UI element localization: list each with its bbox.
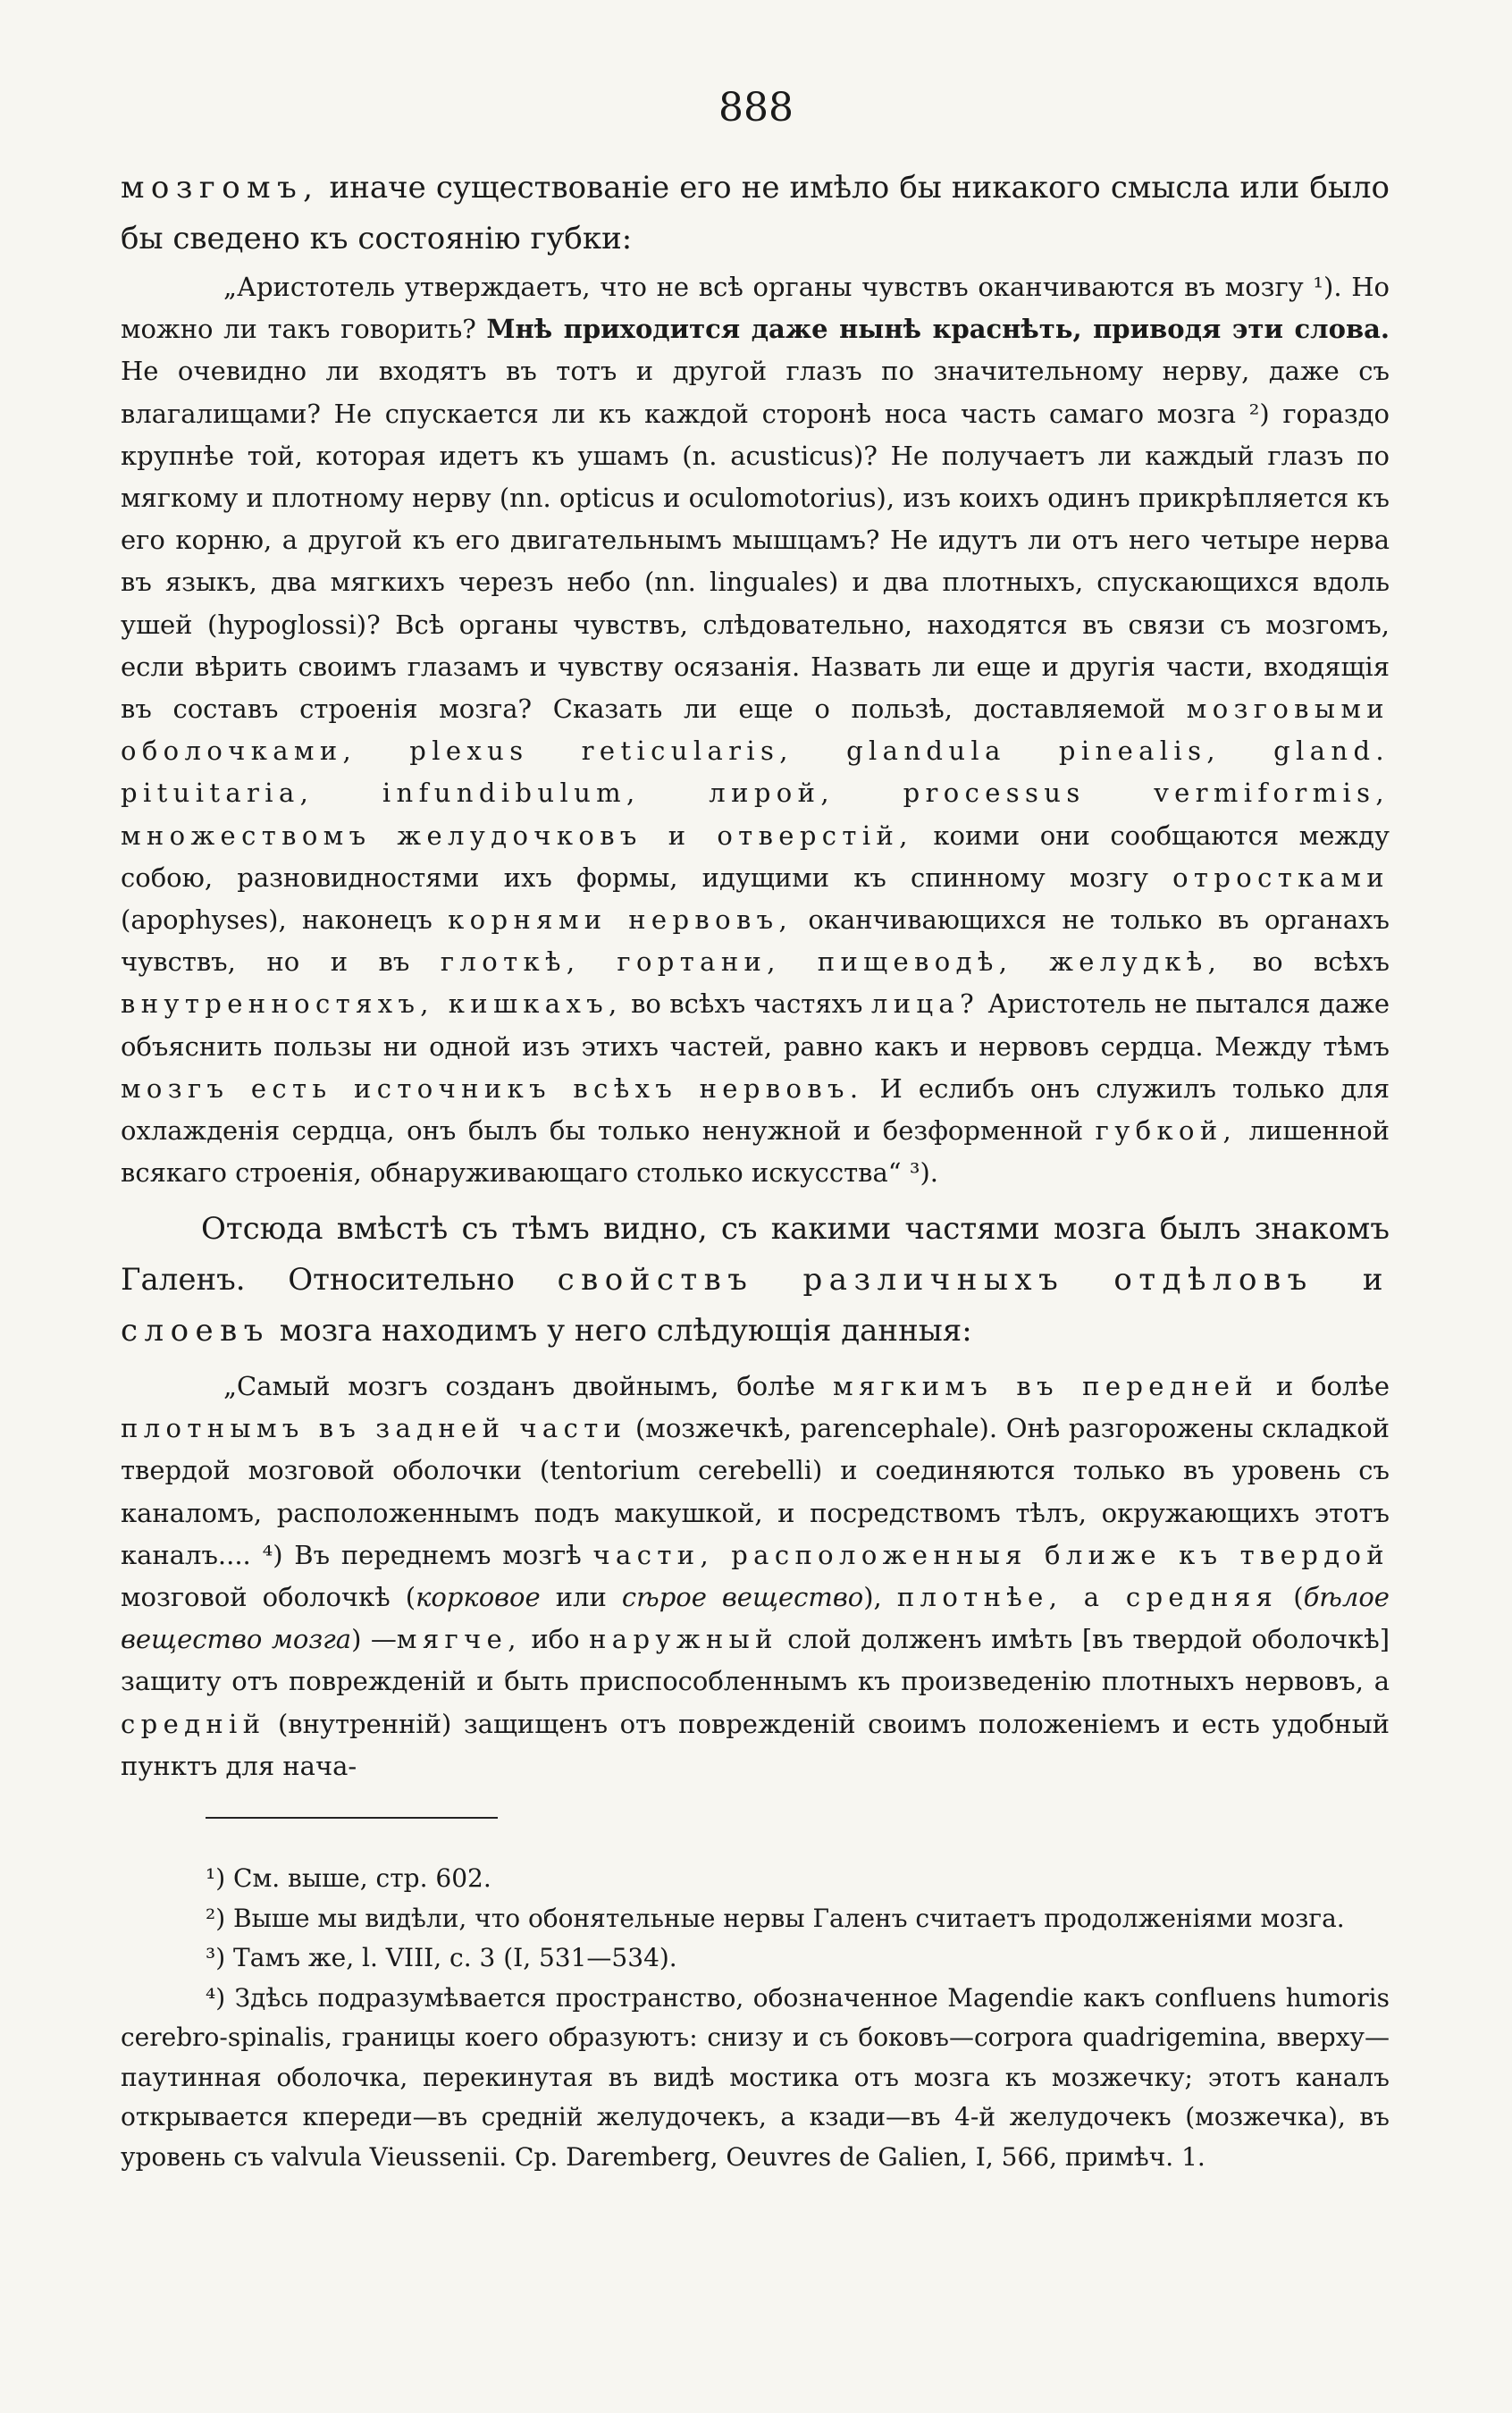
spaced-text: мозговыми оболочками, plexus reticularis, glandula pinealis, gland. pituitaria, infundibulum, лирой, processus vermiformis, множествомъ желудочковъ и отверстій, bbox=[121, 694, 1390, 851]
spaced-text: внутренностяхъ, кишкахъ, bbox=[121, 988, 623, 1020]
text-run: „Самый мозгъ созданъ двойнымъ, болѣе bbox=[223, 1371, 834, 1401]
text-run: во всѣхъ bbox=[1222, 946, 1390, 978]
spaced-text: мягче, bbox=[396, 1624, 522, 1655]
footnote-text: Выше мы видѣли, что обонятельные нервы Галенъ считаетъ продолженіями мозга. bbox=[225, 1903, 1345, 1933]
text-run: оканчивающихся не только въ органахъ чувствъ, но и въ bbox=[121, 904, 1390, 978]
quote-aristotle bbox=[121, 266, 1390, 1194]
bold-text: Мнѣ приходится даже нынѣ краснѣть, приводя эти слова. bbox=[486, 314, 1390, 345]
spaced-text: средній bbox=[121, 1708, 266, 1739]
text-run: мозговой оболочкѣ ( bbox=[121, 1582, 416, 1613]
text-run: Не очевидно ли входятъ въ тотъ и другой глазъ по значительному нерву, даже съ влагалищами? Не спускается ли къ каждой сторонѣ носа часть самаго мозга ²) гораздо крупнѣе той, которая идетъ къ ушамъ (n. acusticus)? Не получаетъ ли каждый глазъ по мягкому и плотному нерву (nn. opticus и oculomotorius), изъ коихъ одинъ прикрѣпляется къ его корню, а другой къ его двигательнымъ мышцамъ? Не идутъ ли отъ него четыре нерва въ языкъ, два мягкихъ черезъ небо (nn. linguales) и два плотныхъ, спускающихся вдоль ушей (hypoglossi)? Всѣ органы чувствъ, слѣдовательно, находятся въ связи съ мозгомъ, если вѣрить своимъ глазамъ и чувству осязанія. Назвать ли еще и другія части, входящія въ составъ строенія мозга? Сказать ли еще о пользѣ, доставляемой bbox=[121, 356, 1390, 725]
text-run: И еслибъ онъ служилъ только для охлажденія сердца, онъ былъ бы только ненужной и безформенной bbox=[121, 1072, 1390, 1147]
page-number: 888 bbox=[718, 85, 794, 130]
italic-text: корковое bbox=[416, 1582, 541, 1613]
spaced-text: отростками bbox=[1172, 862, 1390, 893]
spaced-text: свойствъ различныхъ отдѣловъ и слоевъ bbox=[121, 1262, 1390, 1349]
text-run: во всѣхъ частяхъ bbox=[622, 988, 871, 1020]
footnote-text: Здѣсь подразумѣвается пространство, обозначенное Magendie какъ confluens humoris cerebro-spinalis, границы коего образуютъ: снизу и съ боковъ—corpora quadrigemina, вверху—паутинная оболочка, перекинутая въ видѣ мостика отъ мозга къ мозжечку; этотъ каналъ открывается кпереди—въ средній желудочекъ, а кзади—въ 4-й желудочекъ (мозжечка), въ уровень съ valvula Vieussenii. Cp. Daremberg, Oeuvres de Galien, I, 566, примѣч. 1. bbox=[121, 1982, 1390, 2172]
text-run: „Аристотель утверждаетъ, что не всѣ органы чувствъ оканчиваются въ мозгу ¹). Но можно ли такъ говорить? bbox=[121, 272, 1390, 345]
footnote-text: Тамъ же, l. VIII, c. 3 (I, 531—534). bbox=[225, 1943, 677, 1972]
footnote-text: См. выше, стр. 602. bbox=[225, 1863, 491, 1893]
spaced-text: корнями нервовъ, bbox=[448, 904, 794, 936]
text-run: Аристотель не пытался даже объяснить пользы ни одной изъ этихъ частей, равно какъ и нервовъ сердца. Между тѣмъ bbox=[121, 988, 1390, 1062]
footnote-marker: ⁴) bbox=[206, 1982, 226, 2013]
text-run: ибо bbox=[521, 1624, 590, 1655]
text-run: (мозжечкѣ, parencephale). Онѣ разгорожены складкой твердой мозговой оболочки (tentorium cerebelli) и соединяются только въ уровень съ каналомъ, расположеннымъ подъ макушкой, и посредствомъ тѣлъ, окружающихъ этотъ каналъ.... ⁴) Въ переднемъ мозгѣ bbox=[121, 1413, 1390, 1570]
text-run: или bbox=[540, 1582, 622, 1613]
spaced-text: части, расположенныя ближе къ твердой bbox=[592, 1539, 1390, 1570]
text-run: коими они сообщаются между собою, разновидностями ихъ формы, идущими къ спинному мозгу bbox=[121, 820, 1390, 893]
text-run: ) — bbox=[351, 1624, 397, 1655]
text-run: слой долженъ имѣть [въ твердой оболочкѣ] защиту отъ поврежденій и быть приспособленнымъ къ произведенію плотныхъ нервовъ, а bbox=[121, 1624, 1390, 1697]
intro-paragraph bbox=[121, 163, 1390, 265]
footnote-4 bbox=[121, 1979, 1390, 2178]
text-run: ( bbox=[1278, 1582, 1304, 1613]
text-run: иначе существованіе его не имѣло бы никакого смысла или было бы сведено къ состоянію губки: bbox=[121, 170, 1390, 256]
footnote-marker: ¹) bbox=[206, 1863, 226, 1893]
text-run: (apophyses), наконецъ bbox=[121, 904, 449, 936]
spaced-text: мозгъ есть источникъ всѣхъ нервовъ. bbox=[121, 1072, 864, 1104]
italic-text: сѣрое вещество bbox=[621, 1582, 864, 1613]
body-paragraph bbox=[121, 1204, 1390, 1357]
footnote-marker: ³) bbox=[206, 1943, 226, 1972]
spaced-text: плотнымъ въ задней части bbox=[121, 1413, 627, 1444]
text-run: (внутренній) защищенъ отъ поврежденій своимъ положеніемъ и есть удобный пунктъ для нача- bbox=[121, 1708, 1390, 1781]
footnote-marker: ²) bbox=[206, 1903, 226, 1933]
text-run: лишенной всякаго строенія, обнаруживающаго столько искусства“ ³). bbox=[121, 1115, 1390, 1189]
spaced-text: наружный bbox=[589, 1624, 778, 1655]
spaced-text: мозгомъ, bbox=[121, 170, 320, 206]
footnote-3 bbox=[121, 1938, 1390, 1979]
footnote-1 bbox=[121, 1859, 1390, 1899]
text-run: мозга находимъ у него слѣдующія данныя: bbox=[269, 1313, 972, 1349]
spaced-text: мягкимъ въ передней bbox=[833, 1371, 1259, 1401]
footnotes bbox=[121, 1859, 1390, 2177]
text-run: Отсюда вмѣстѣ съ тѣмъ видно, съ какими частями мозга былъ знакомъ Галенъ. Относительно bbox=[121, 1211, 1390, 1298]
spaced-text: плотнѣе, а средняя bbox=[896, 1582, 1279, 1613]
spaced-text: глоткѣ, гортани, пищеводѣ, желудкѣ, bbox=[440, 946, 1222, 978]
quote-galen bbox=[121, 1366, 1390, 1787]
spaced-text: губкой, bbox=[1095, 1115, 1238, 1147]
spaced-text: лица? bbox=[870, 988, 980, 1020]
text-run: и болѣе bbox=[1258, 1371, 1390, 1401]
italic-text: бѣлое вещество мозга bbox=[121, 1582, 1390, 1655]
footnote-2 bbox=[121, 1899, 1390, 1939]
text-run: ), bbox=[863, 1582, 897, 1613]
footnote-separator bbox=[206, 1817, 498, 1819]
